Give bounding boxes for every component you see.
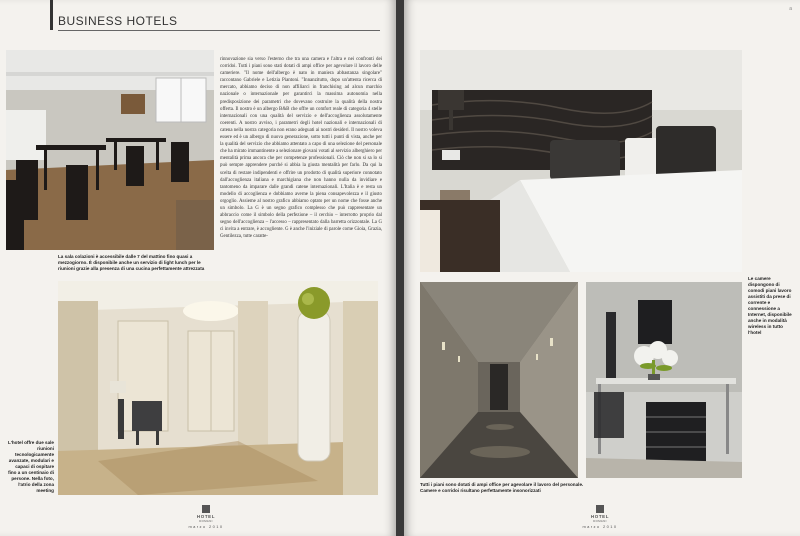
footer-brand: HOTEL	[196, 514, 216, 519]
room-caption: Le camere dispongono di comodi piani lavoro assistiti da prese di corrente e connessione a Internet, disponibile anche in modalità wireless in tutto l'hotel	[748, 276, 792, 335]
hotel-logo-icon	[202, 505, 210, 513]
section-rule	[58, 30, 380, 31]
article-body	[220, 56, 382, 240]
footer-logo-right	[580, 505, 620, 529]
lobby-photo	[58, 281, 378, 495]
right-page	[404, 0, 800, 536]
hotel-logo-icon	[596, 505, 604, 513]
desk-photo	[586, 282, 742, 478]
footer-logo-left	[186, 505, 226, 529]
corner-mark: a	[789, 6, 792, 12]
section-marker	[50, 0, 53, 30]
lobby-caption: L'hotel offre due sale riunioni tecnologicamente avanzate, modulari e capaci di ospitare fino a un centinaio di persone. Nella foto, l'atrio della zona meeting	[7, 440, 54, 493]
section-title: BUSINESS HOTELS	[58, 14, 178, 28]
corridor-photo	[420, 282, 578, 478]
article-paragraph: rinnovazione sia verso l'esterno che tra una camera e l'altra e nei confronti dei corridoi. Tutti i piani sono stati dotati di ampi office per agevolare il lavoro delle cameriere. "Il nome dell'albergo è nato in maniera abbastanza singolare" raccontano Gabriele e Letizia Piantoni. "Innanzitutto, dopo un'attenta ricerca di mercato, abbiamo deciso di non affiliarci in franchising ad alcun marchio nazionale o internazionale per garantirci la massima autonomia nella predisposizione dei parametri che dovevano costruire la qualità della nostra offerta. Il nostro è un albergo B&B che offre un comfort reale di categoria 4 stelle internazionali con una qualità del servizio e dell'accoglienza assolutamente coerenti. A nostro avviso, i parametri degli hotel nazionali e internazionali di catena nella nostra categoria non erano adeguati ai nostri desideri. Il nostro voleva essere ed è un albergo di nuova generazione, sotto tutti i punti di vista, anche per la qualità del servizio che abbiamo attentato a capo di una selezione del personale che ha mirato immantinente a selezionare giovani votati al servizio alberghiero per mentalità prima ancora che per competenze professionali. Ciò che non si sa lo si può sempre apprendere purché si abbia la giusta mentalità per farlo. Da qui la scelta di restare indipendenti e offrire un prodotto di qualità superiore connotato dall'accoglienza italiana e marchigiana che non hanno nulla da invidiare e tantomeno da imparare dalle grandi catene internazionali. L'Italia è e resta un modello di accoglienza e dobbiamo averne la piena consapevolezza e il giusto orgoglio. Assieme al nostro grafico abbiamo optato per un nome che fosse anche un simbolo. La G è un segno grafico complesso che può rappresentare un abbraccio come il simbolo della perfezione – il cerchio – interrotto proprio dal segno dell'accoglienza – l'accesso – rappresentato dalla barretta orizzontale. La G ci invita a entrare, è accogliente. G è anche l'iniziale di parole come Gioia, Grazia, Gentilezza, tutte caratte-	[220, 57, 382, 240]
corridor-caption: Tutti i piani sono dotati di ampi office per agevolare il lavoro del personale. Camere e corridoi risultano perfettamente insonorizzati	[420, 482, 584, 493]
footer-date: marzo 2010	[582, 524, 618, 529]
breakfast-caption: La sala colazioni è accessibile dalle 7 del mattino fino quasi a mezzogiorno. È disponibile anche un servizio di light lunch per le riunioni grazie alla presenza di una cucina perfettamente attrezzata	[58, 254, 205, 271]
left-page	[0, 0, 396, 536]
footer-sub: DOMANI	[199, 519, 213, 523]
breakfast-room-photo	[6, 50, 214, 250]
footer-date: marzo 2010	[188, 524, 224, 529]
footer-brand: HOTEL	[590, 514, 610, 519]
bedroom-photo	[420, 50, 742, 272]
footer-sub: DOMANI	[593, 519, 607, 523]
